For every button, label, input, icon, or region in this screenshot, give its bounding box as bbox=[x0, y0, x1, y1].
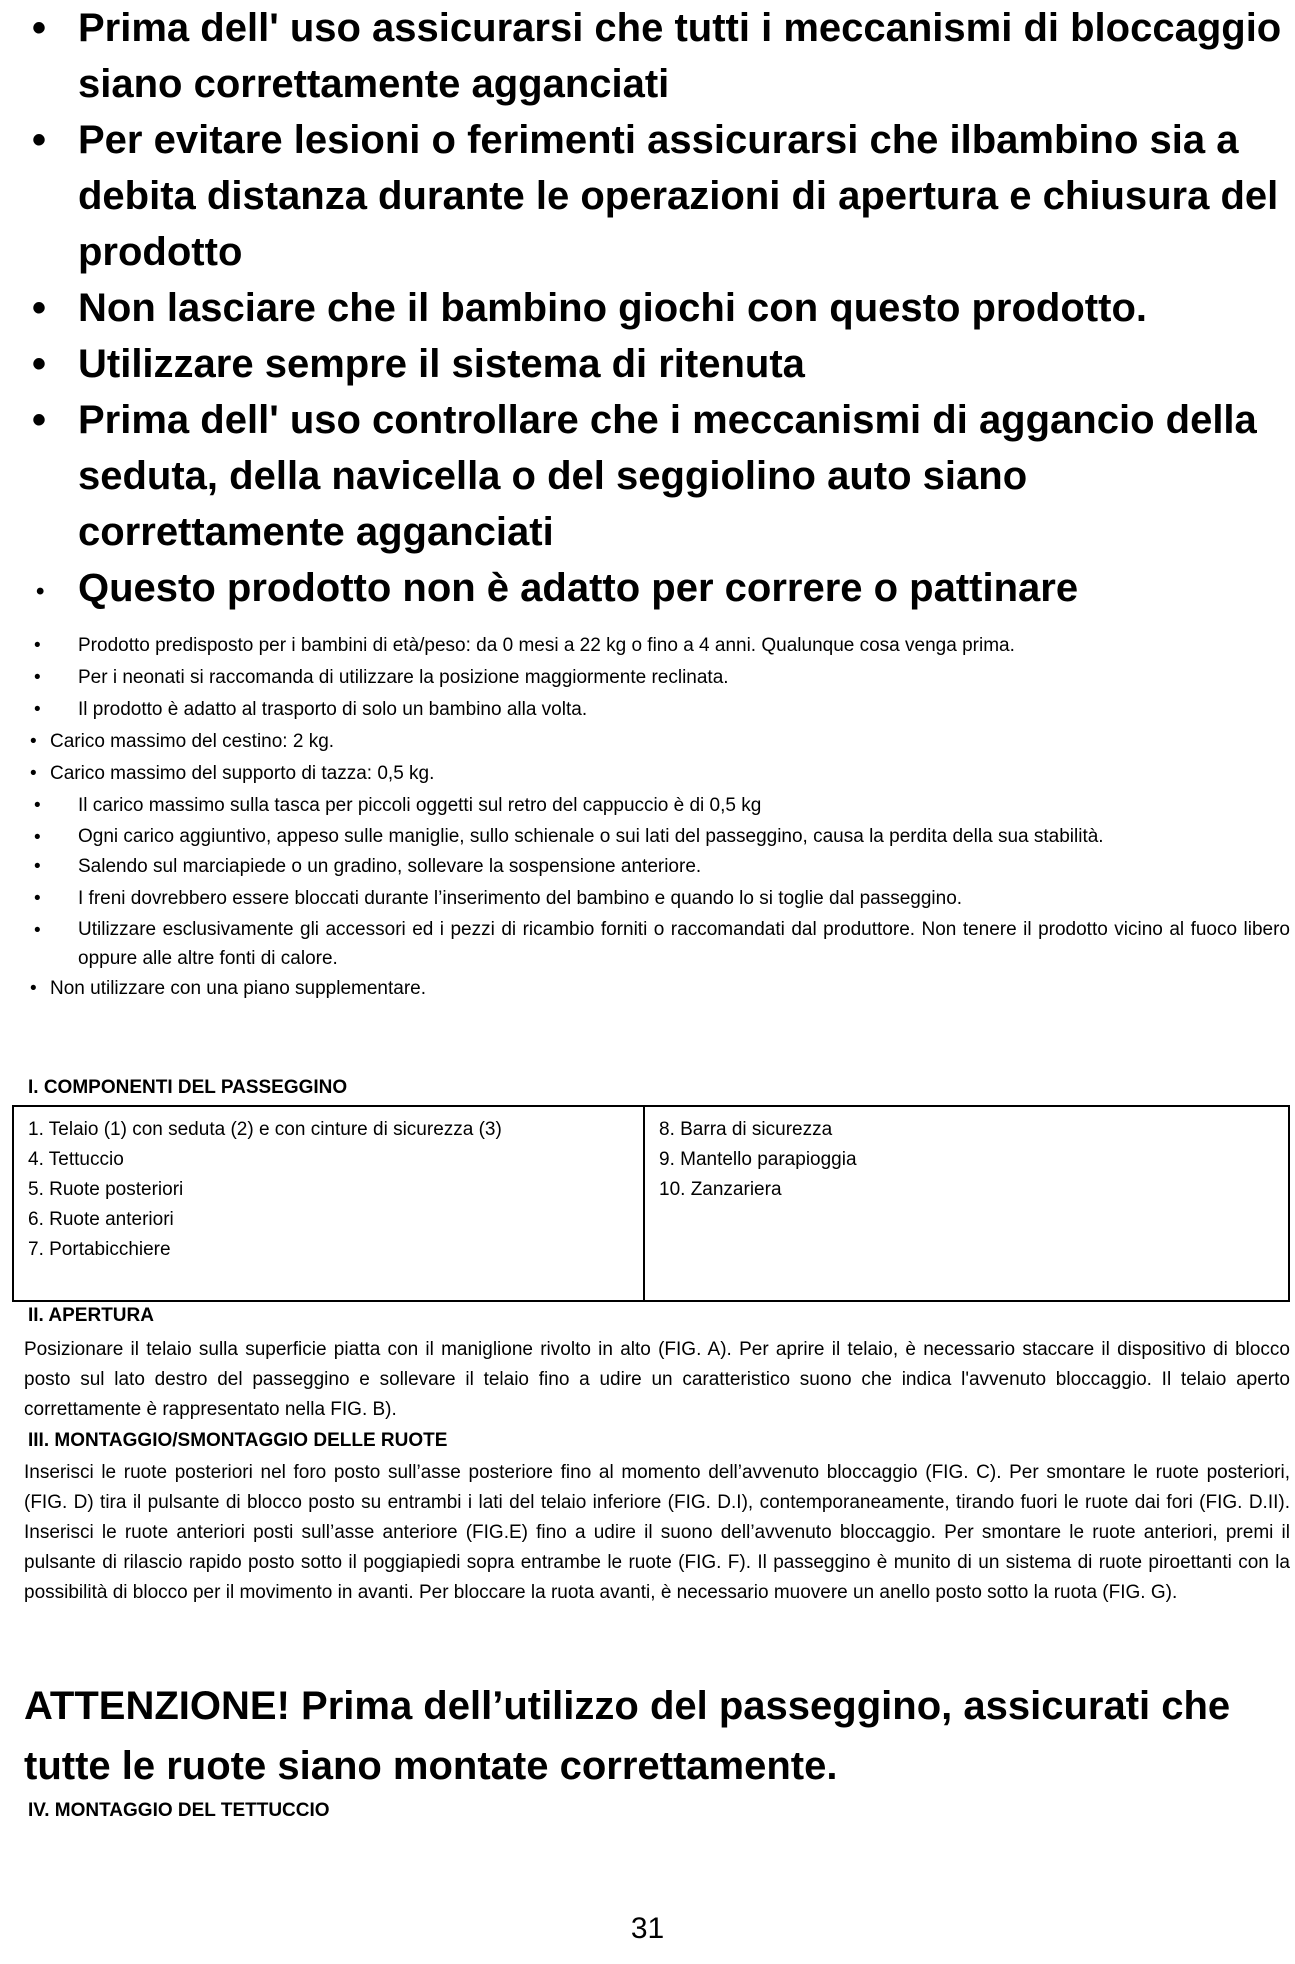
section-title-wheels: III. MONTAGGIO/SMONTAGGIO DELLE RUOTE bbox=[28, 1430, 448, 1451]
page-number: 31 bbox=[630, 1912, 665, 1945]
section-title-canopy: IV. MONTAGGIO DEL TETTUCCIO bbox=[28, 1800, 330, 1821]
components-table bbox=[12, 1105, 1290, 1302]
bullet-icon: • bbox=[30, 731, 37, 752]
list-item: • Il prodotto è adatto al trasporto di solo un bambino alla volta. bbox=[28, 694, 1290, 726]
bullet-icon: • bbox=[32, 6, 47, 50]
list-item: • Ogni carico aggiuntivo, appeso sulle maniglie, sullo schienale o sui lati del passeggino, causa la perdita della sua stabilità. bbox=[28, 822, 1290, 851]
component-item: 5. Ruote posteriori bbox=[28, 1179, 184, 1200]
safety-warnings-large bbox=[28, 0, 1290, 616]
component-item: 8. Barra di sicurezza bbox=[659, 1119, 833, 1140]
list-item: • Salendo sul marciapiede o un gradino, sollevare la sospensione anteriore. bbox=[28, 851, 1290, 883]
bullet-icon: • bbox=[34, 667, 41, 688]
bullet-icon: • bbox=[30, 978, 37, 999]
bullet-icon: • bbox=[34, 795, 41, 816]
bullet-icon: • bbox=[34, 856, 41, 877]
list-item: • I freni dovrebbero essere bloccati durante l’inserimento del bambino e quando lo si toglie dal passeggino. bbox=[28, 883, 1290, 915]
list-item: • Per evitare lesioni o ferimenti assicurarsi che ilbambino sia a debita distanza durante le operazioni di apertura e chiusura del prodotto bbox=[28, 112, 1290, 280]
wheels-instructions: Inserisci le ruote posteriori nel foro posto sull’asse posteriore fino al momento dell’avvenuto bloccaggio (FIG. C). Per smontare le ruote posteriori, (FIG. D) tira il pulsante di blocco posto su entrambi i lati del telaio inferiore (FIG. D.I), contemporaneamente, tirando fuori le ruote dai fori (FIG. D.II). Inserisci le ruote anteriori posti sull’asse anteriore (FIG.E) fino a udire il suono dell’avvenuto bloccaggio. Per smontare le ruote anteriori, premi il pulsante di rilascio rapido posto sotto il poggiapiedi sopra entrambe le ruote (FIG. F). Il passeggino è munito di un sistema di ruote piroettanti con la possibilità di blocco per il movimento in avanti. Per bloccare la ruota avanti, è necessario muovere un anello posto sotto la ruota (FIG. G). bbox=[24, 1462, 1290, 1603]
safety-warnings-small bbox=[28, 630, 1290, 1005]
section-title-components: I. COMPONENTI DEL PASSEGGINO bbox=[28, 1077, 348, 1098]
list-item: • Questo prodotto non è adatto per correre o pattinare bbox=[28, 560, 1290, 616]
component-item: 1. Telaio (1) con seduta (2) e con cinture di sicurezza (3) bbox=[28, 1119, 502, 1140]
bullet-icon: • bbox=[32, 398, 47, 442]
list-item: • Prima dell' uso assicurarsi che tutti i meccanismi di bloccaggio siano correttamente agganciati bbox=[28, 0, 1290, 112]
list-item: • Il carico massimo sulla tasca per piccoli oggetti sul retro del cappuccio è di 0,5 kg bbox=[28, 790, 1290, 822]
list-item: • Utilizzare sempre il sistema di ritenuta bbox=[28, 336, 1290, 392]
list-item: • Carico massimo del cestino: 2 kg. bbox=[28, 726, 1290, 758]
bullet-icon: • bbox=[34, 888, 41, 909]
bullet-icon: • bbox=[34, 635, 41, 656]
component-item: 9. Mantello parapioggia bbox=[659, 1149, 857, 1170]
list-item: • Prodotto predisposto per i bambini di età/peso: da 0 mesi a 22 kg o fino a 4 anni. Qualunque cosa venga prima. bbox=[28, 630, 1290, 662]
components-column-right bbox=[645, 1107, 1288, 1300]
bullet-icon: • bbox=[34, 920, 41, 941]
list-item: • Non lasciare che il bambino giochi con questo prodotto. bbox=[28, 280, 1290, 336]
list-item: • Prima dell' uso controllare che i meccanismi di aggancio della seduta, della navicella o del seggiolino auto siano correttamente agganciati bbox=[28, 392, 1290, 560]
bullet-icon: • bbox=[32, 118, 47, 162]
wheels-warning: ATTENZIONE! Prima dell’utilizzo del passeggino, assicurati che tutte le ruote siano montate correttamente. bbox=[24, 1684, 1231, 1788]
list-item: • Per i neonati si raccomanda di utilizzare la posizione maggiormente reclinata. bbox=[28, 662, 1290, 694]
bullet-icon: • bbox=[32, 286, 47, 330]
component-item: 7. Portabicchiere bbox=[28, 1239, 171, 1260]
bullet-icon: • bbox=[30, 763, 37, 784]
section-title-opening: II. APERTURA bbox=[28, 1305, 154, 1326]
opening-instructions: Posizionare il telaio sulla superficie piatta con il maniglione rivolto in alto (FIG. A). Per aprire il telaio, è necessario staccare il dispositivo di blocco posto sul lato destro del passeggino e sollevare il telaio fino a udire un caratteristico suono che indica l'avvenuto bloccaggio. Il telaio aperto correttamente è rappresentato nella FIG. B). bbox=[24, 1339, 1290, 1420]
component-item: 6. Ruote anteriori bbox=[28, 1209, 174, 1230]
bullet-icon: • bbox=[34, 827, 41, 848]
list-item: • Non utilizzare con una piano supplementare. bbox=[28, 973, 1290, 1005]
list-item: • Utilizzare esclusivamente gli accessori ed i pezzi di ricambio forniti o raccomandati dal produttore. Non tenere il prodotto vicino al fuoco libero oppure alle altre fonti di calore. bbox=[28, 915, 1290, 973]
bullet-icon: • bbox=[34, 699, 41, 720]
bullet-icon: • bbox=[36, 578, 45, 605]
component-item: 4. Tettuccio bbox=[28, 1149, 124, 1170]
list-item: • Carico massimo del supporto di tazza: 0,5 kg. bbox=[28, 758, 1290, 790]
component-item: 10. Zanzariera bbox=[659, 1179, 782, 1200]
bullet-icon: • bbox=[32, 342, 47, 386]
components-column-left bbox=[14, 1107, 645, 1300]
